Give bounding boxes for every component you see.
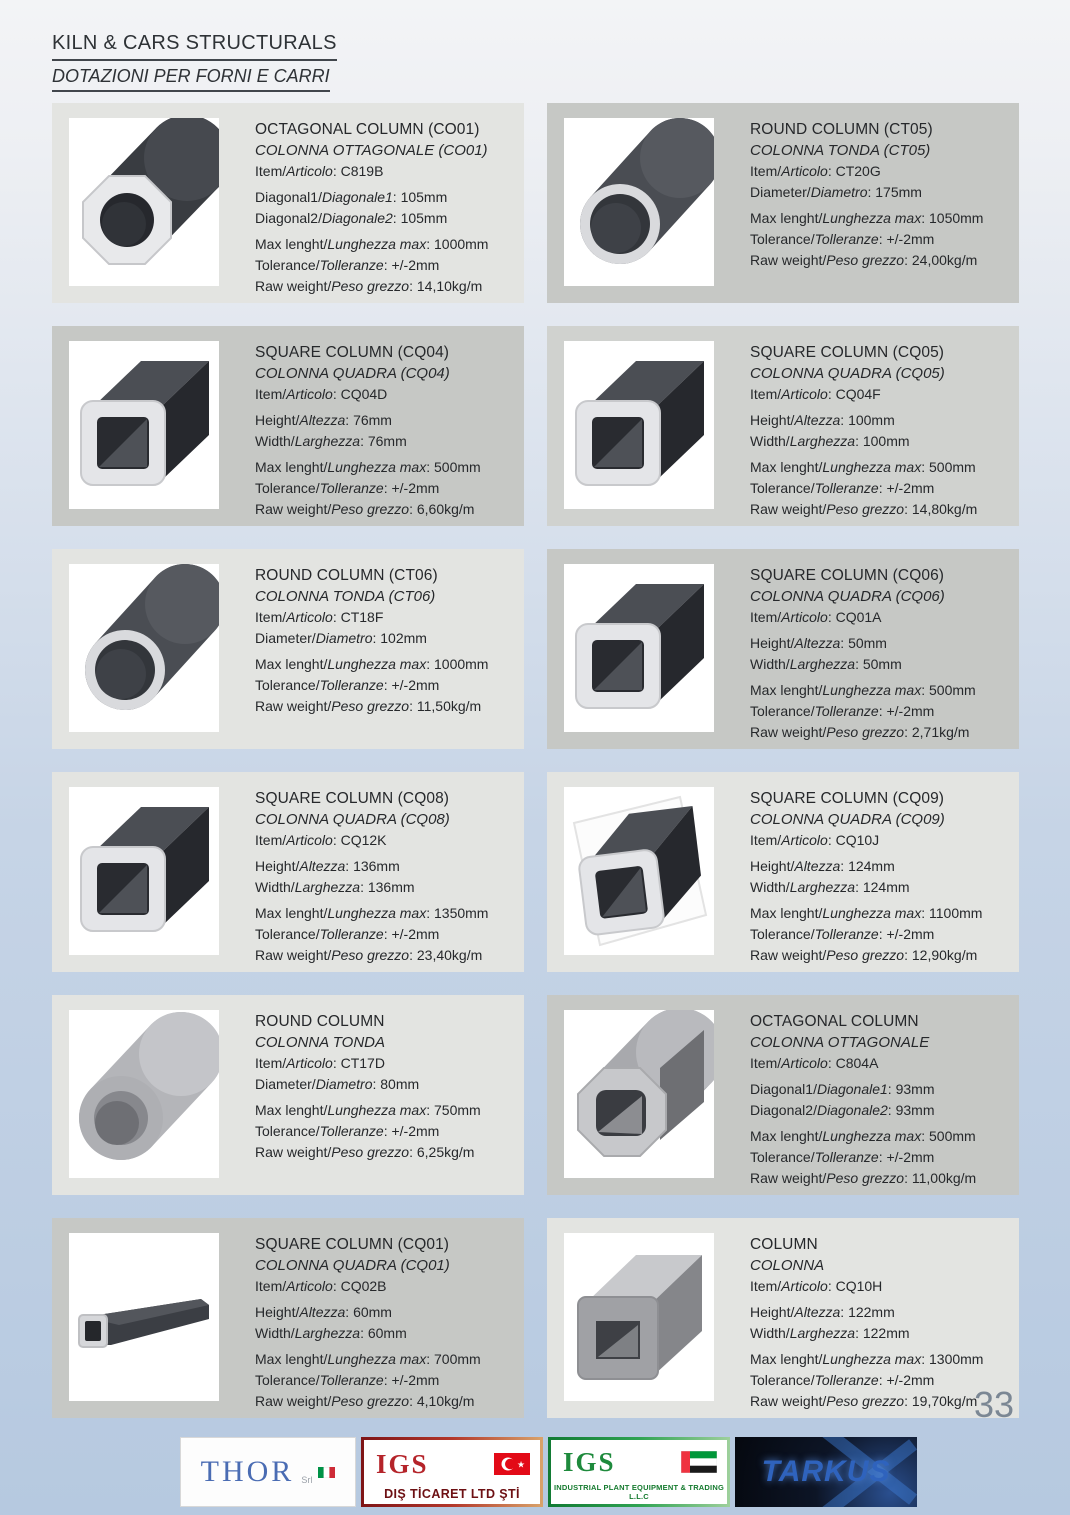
product-specs xyxy=(255,1053,516,1163)
product-photo xyxy=(69,118,219,286)
product-photo xyxy=(564,1010,714,1178)
product-subtitle-italian: COLONNA QUADRA (CQ06) xyxy=(750,588,945,605)
square-column-image xyxy=(69,341,219,509)
product-photo xyxy=(564,1233,714,1401)
product-title: OCTAGONAL COLUMN xyxy=(750,1013,919,1030)
thor-logo-suffix: Srl xyxy=(301,1475,313,1485)
spec-line: Item/Articolo: CT18F xyxy=(255,609,384,625)
spec-line: Tolerance/Tolleranze: +/-2mm xyxy=(255,1372,440,1388)
product-subtitle-italian: COLONNA OTTAGONALE xyxy=(750,1034,930,1051)
spec-line: Diameter/Diametro: 80mm xyxy=(255,1076,420,1092)
square-column-image xyxy=(69,787,219,955)
product-card xyxy=(547,995,1019,1195)
igs-uae-logo-text: IGS xyxy=(563,1446,616,1477)
spec-line: Item/Articolo: CQ04F xyxy=(750,386,881,402)
spec-line: Height/Altezza: 60mm xyxy=(255,1304,392,1320)
product-specs xyxy=(750,384,1011,520)
product-photo xyxy=(564,341,714,509)
square-column-image xyxy=(564,787,714,955)
igs-uae-logo-line2: INDUSTRIAL PLANT EQUIPMENT & TRADING L.L.C xyxy=(554,1483,724,1501)
thor-logo xyxy=(180,1437,356,1507)
product-info xyxy=(255,567,516,717)
product-title: SQUARE COLUMN (CQ08) xyxy=(255,790,450,807)
spec-line: Raw weight/Peso grezzo: 11,00kg/m xyxy=(750,1170,977,1186)
spec-line: Diagonal1/Diagonale1: 93mm xyxy=(750,1081,935,1097)
product-title: COLUMN xyxy=(750,1236,818,1253)
product-info xyxy=(750,121,1011,271)
product-specs xyxy=(255,830,516,966)
product-specs xyxy=(750,161,1011,271)
spec-line: Width/Larghezza: 100mm xyxy=(750,433,910,449)
spec-line: Diameter/Diametro: 102mm xyxy=(255,630,427,646)
product-title: SQUARE COLUMN (CQ05) xyxy=(750,344,945,361)
igs-turkey-logo-text: IGS xyxy=(376,1448,429,1479)
product-title: ROUND COLUMN (CT05) xyxy=(750,121,933,138)
spec-line: Max lenght/Lunghezza max: 500mm xyxy=(750,682,976,698)
spec-line: Height/Altezza: 100mm xyxy=(750,412,895,428)
product-title: OCTAGONAL COLUMN (CO01) xyxy=(255,121,480,138)
partner-logos-bar xyxy=(180,1437,917,1507)
product-subtitle-italian: COLONNA QUADRA (CQ04) xyxy=(255,365,450,382)
spec-line: Max lenght/Lunghezza max: 500mm xyxy=(255,459,481,475)
round-column-image xyxy=(69,1010,219,1178)
product-photo xyxy=(564,564,714,732)
square-column-image xyxy=(69,1233,219,1401)
product-info xyxy=(750,1236,1011,1412)
spec-line: Raw weight/Peso grezzo: 12,90kg/m xyxy=(750,947,978,963)
spec-line: Tolerance/Tolleranze: +/-2mm xyxy=(750,1149,935,1165)
product-subtitle-italian: COLONNA TONDA (CT06) xyxy=(255,588,436,605)
product-card xyxy=(547,326,1019,526)
spec-line: Raw weight/Peso grezzo: 2,71kg/m xyxy=(750,724,970,740)
spec-line: Width/Larghezza: 50mm xyxy=(750,656,902,672)
spec-line: Tolerance/Tolleranze: +/-2mm xyxy=(750,231,935,247)
product-title: SQUARE COLUMN (CQ04) xyxy=(255,344,450,361)
spec-line: Diameter/Diametro: 175mm xyxy=(750,184,922,200)
page-header xyxy=(52,32,337,92)
italy-flag-icon xyxy=(318,1467,335,1478)
product-photo xyxy=(69,1233,219,1401)
spec-line: Width/Larghezza: 122mm xyxy=(750,1325,910,1341)
product-info xyxy=(255,1236,516,1412)
spec-line: Tolerance/Tolleranze: +/-2mm xyxy=(750,480,935,496)
spec-line: Tolerance/Tolleranze: +/-2mm xyxy=(750,1372,935,1388)
product-subtitle-italian: COLONNA QUADRA (CQ05) xyxy=(750,365,945,382)
product-subtitle-italian: COLONNA QUADRA (CQ09) xyxy=(750,811,945,828)
product-card xyxy=(52,326,524,526)
product-specs xyxy=(255,384,516,520)
product-info xyxy=(750,567,1011,743)
product-subtitle-italian: COLONNA TONDA (CT05) xyxy=(750,142,931,159)
spec-line: Tolerance/Tolleranze: +/-2mm xyxy=(255,926,440,942)
spec-line: Tolerance/Tolleranze: +/-2mm xyxy=(255,257,440,273)
product-specs xyxy=(255,607,516,717)
product-specs xyxy=(255,1276,516,1412)
spec-line: Height/Altezza: 50mm xyxy=(750,635,887,651)
spec-line: Raw weight/Peso grezzo: 6,60kg/m xyxy=(255,501,475,517)
spec-line: Max lenght/Lunghezza max: 1100mm xyxy=(750,905,983,921)
spec-line: Max lenght/Lunghezza max: 1000mm xyxy=(255,236,489,252)
svg-text:★: ★ xyxy=(517,1459,526,1470)
spec-line: Item/Articolo: CT20G xyxy=(750,163,881,179)
spec-line: Height/Altezza: 76mm xyxy=(255,412,392,428)
tarkus-logo-text: TARKUS xyxy=(761,1455,891,1488)
product-card xyxy=(547,549,1019,749)
spec-line: Item/Articolo: CT17D xyxy=(255,1055,385,1071)
spec-line: Height/Altezza: 136mm xyxy=(255,858,400,874)
spec-line: Diagonal1/Diagonale1: 105mm xyxy=(255,189,448,205)
igs-turkey-logo xyxy=(361,1437,543,1507)
product-info xyxy=(255,1013,516,1163)
product-specs xyxy=(750,1053,1011,1189)
spec-line: Raw weight/Peso grezzo: 19,70kg/m xyxy=(750,1393,978,1409)
spec-line: Max lenght/Lunghezza max: 500mm xyxy=(750,1128,976,1144)
product-subtitle-italian: COLONNA TONDA xyxy=(255,1034,386,1051)
spec-line: Raw weight/Peso grezzo: 24,00kg/m xyxy=(750,252,978,268)
product-info xyxy=(255,790,516,966)
product-title: SQUARE COLUMN (CQ09) xyxy=(750,790,945,807)
spec-line: Max lenght/Lunghezza max: 1300mm xyxy=(750,1351,984,1367)
page-title: KILN & CARS STRUCTURALS xyxy=(52,32,337,61)
spec-line: Raw weight/Peso grezzo: 14,80kg/m xyxy=(750,501,978,517)
igs-turkey-logo-line2: DIŞ TİCARET LTD ŞTİ xyxy=(384,1487,520,1501)
spec-line: Height/Altezza: 124mm xyxy=(750,858,895,874)
product-subtitle-italian: COLONNA QUADRA (CQ08) xyxy=(255,811,450,828)
round-column-image xyxy=(564,118,714,286)
spec-line: Item/Articolo: CQ02B xyxy=(255,1278,387,1294)
spec-line: Raw weight/Peso grezzo: 11,50kg/m xyxy=(255,698,482,714)
uae-flag-icon xyxy=(681,1451,717,1473)
product-photo xyxy=(564,787,714,955)
product-subtitle-italian: COLONNA OTTAGONALE (CO01) xyxy=(255,142,488,159)
tarkus-logo xyxy=(735,1437,917,1507)
product-photo xyxy=(69,1010,219,1178)
spec-line: Item/Articolo: C819B xyxy=(255,163,384,179)
product-specs xyxy=(750,607,1011,743)
page-number: 33 xyxy=(973,1384,1014,1425)
spec-line: Max lenght/Lunghezza max: 1000mm xyxy=(255,656,489,672)
spec-line: Max lenght/Lunghezza max: 1350mm xyxy=(255,905,489,921)
spec-line: Item/Articolo: CQ04D xyxy=(255,386,388,402)
octagonal-column-image xyxy=(564,1010,714,1178)
product-subtitle-italian: COLONNA xyxy=(750,1257,825,1274)
product-title: ROUND COLUMN (CT06) xyxy=(255,567,438,584)
product-specs xyxy=(255,161,516,297)
product-card xyxy=(52,549,524,749)
spec-line: Width/Larghezza: 136mm xyxy=(255,879,415,895)
square-column-image xyxy=(564,341,714,509)
spec-line: Width/Larghezza: 60mm xyxy=(255,1325,407,1341)
product-card xyxy=(547,772,1019,972)
spec-line: Diagonal2/Diagonale2: 93mm xyxy=(750,1102,935,1118)
spec-line: Width/Larghezza: 124mm xyxy=(750,879,910,895)
spec-line: Max lenght/Lunghezza max: 750mm xyxy=(255,1102,481,1118)
spec-line: Raw weight/Peso grezzo: 6,25kg/m xyxy=(255,1144,475,1160)
turkey-flag-icon xyxy=(494,1453,530,1475)
product-card xyxy=(52,772,524,972)
octagonal-column-image xyxy=(69,118,219,286)
spec-line: Tolerance/Tolleranze: +/-2mm xyxy=(750,703,935,719)
spec-line: Raw weight/Peso grezzo: 14,10kg/m xyxy=(255,278,483,294)
spec-line: Max lenght/Lunghezza max: 500mm xyxy=(750,459,976,475)
round-column-image xyxy=(69,564,219,732)
product-title: SQUARE COLUMN (CQ06) xyxy=(750,567,945,584)
square-column-image xyxy=(564,1233,714,1401)
product-title: SQUARE COLUMN (CQ01) xyxy=(255,1236,450,1253)
product-grid xyxy=(52,103,1019,1418)
product-specs xyxy=(750,1276,1011,1412)
spec-line: Item/Articolo: CQ10J xyxy=(750,832,880,848)
square-column-image xyxy=(564,564,714,732)
product-card xyxy=(547,103,1019,303)
spec-line: Max lenght/Lunghezza max: 1050mm xyxy=(750,210,984,226)
product-info xyxy=(750,344,1011,520)
product-card xyxy=(52,1218,524,1418)
spec-line: Item/Articolo: C804A xyxy=(750,1055,879,1071)
product-info xyxy=(750,1013,1011,1189)
product-card xyxy=(52,995,524,1195)
spec-line: Tolerance/Tolleranze: +/-2mm xyxy=(255,677,440,693)
product-title: ROUND COLUMN xyxy=(255,1013,385,1030)
product-specs xyxy=(750,830,1011,966)
igs-uae-logo xyxy=(548,1437,730,1507)
spec-line: Tolerance/Tolleranze: +/-2mm xyxy=(255,480,440,496)
product-card xyxy=(547,1218,1019,1418)
product-photo xyxy=(69,341,219,509)
product-info xyxy=(255,344,516,520)
product-info xyxy=(750,790,1011,966)
spec-line: Max lenght/Lunghezza max: 700mm xyxy=(255,1351,481,1367)
product-info xyxy=(255,121,516,297)
spec-line: Raw weight/Peso grezzo: 4,10kg/m xyxy=(255,1393,475,1409)
page-subtitle-italian: DOTAZIONI PER FORNI E CARRI xyxy=(52,66,330,92)
thor-logo-text: THOR xyxy=(200,1455,295,1488)
product-photo xyxy=(69,564,219,732)
spec-line: Tolerance/Tolleranze: +/-2mm xyxy=(255,1123,440,1139)
product-subtitle-italian: COLONNA QUADRA (CQ01) xyxy=(255,1257,450,1274)
spec-line: Raw weight/Peso grezzo: 23,40kg/m xyxy=(255,947,483,963)
spec-line: Height/Altezza: 122mm xyxy=(750,1304,895,1320)
spec-line: Item/Articolo: CQ10H xyxy=(750,1278,883,1294)
spec-line: Width/Larghezza: 76mm xyxy=(255,433,407,449)
spec-line: Tolerance/Tolleranze: +/-2mm xyxy=(750,926,935,942)
product-card xyxy=(52,103,524,303)
product-photo xyxy=(69,787,219,955)
spec-line: Item/Articolo: CQ12K xyxy=(255,832,387,848)
product-photo xyxy=(564,118,714,286)
spec-line: Diagonal2/Diagonale2: 105mm xyxy=(255,210,448,226)
spec-line: Item/Articolo: CQ01A xyxy=(750,609,882,625)
